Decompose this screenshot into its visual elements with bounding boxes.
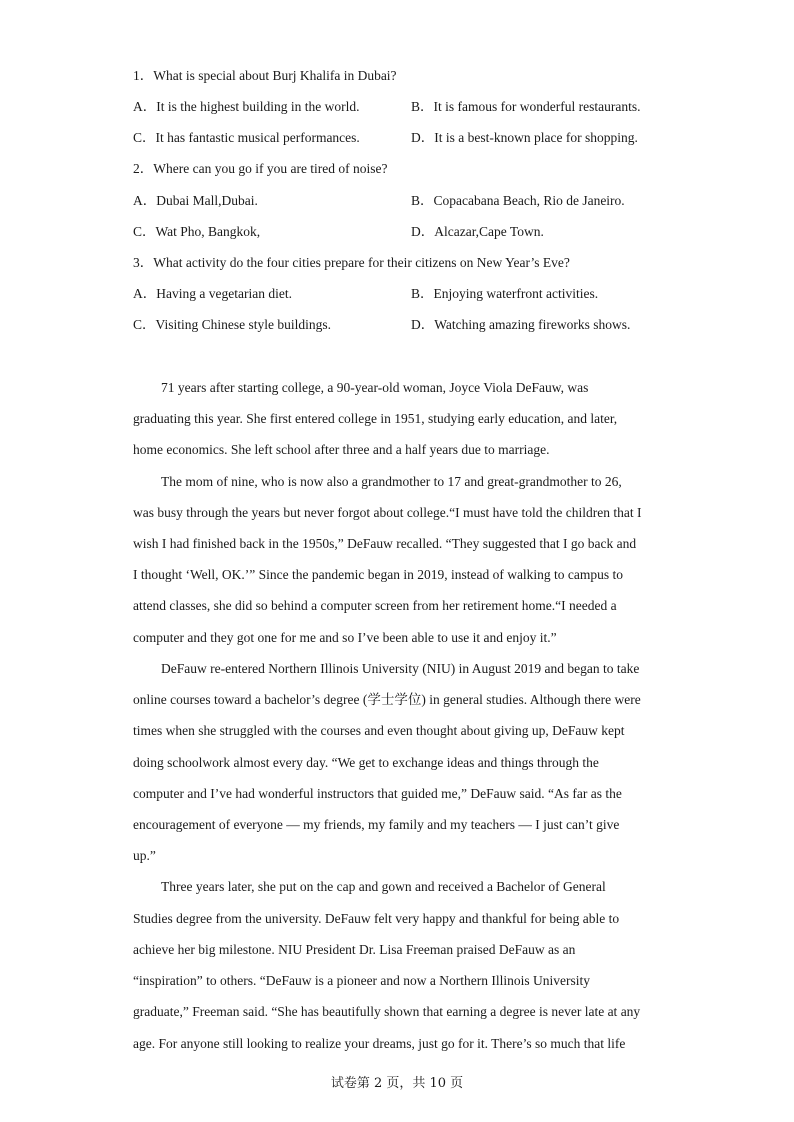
passage-line: times when she struggled with the courses and even thought about giving up, DeFauw kept (133, 723, 625, 738)
passage-line: graduating this year. She first entered college in 1951, studying early education, and later, (133, 411, 618, 426)
question-3-option-b: B．Enjoying waterfront activities. (411, 286, 599, 301)
question-1-option-d: D．It is a best-known place for shopping. (411, 130, 638, 145)
passage-line: 71 years after starting college, a 90-year-old woman, Joyce Viola DeFauw, was (161, 380, 589, 395)
question-2-option-b: B．Copacabana Beach, Rio de Janeiro. (411, 193, 625, 208)
passage-line: attend classes, she did so behind a computer screen from her retirement home.“I needed a (133, 598, 617, 613)
question-2-option-a: A．Dubai Mall,Dubai. (133, 193, 258, 208)
passage-line: doing schoolwork almost every day. “We get to exchange ideas and things through the (133, 755, 599, 770)
passage-line: home economics. She left school after three and a half years due to marriage. (133, 442, 550, 457)
passage-line: I thought ‘Well, OK.’” Since the pandemic began in 2019, instead of walking to campus to (133, 567, 624, 582)
question-1-option-b: B．It is famous for wonderful restaurants. (411, 99, 641, 114)
question-2-option-d: D．Alcazar,Cape Town. (411, 224, 544, 239)
passage-line: encouragement of everyone — my friends, my family and my teachers — I just can’t give (133, 817, 620, 832)
passage-line: Studies degree from the university. DeFauw felt very happy and thankful for being able to (133, 911, 620, 926)
passage-line: DeFauw re-entered Northern Illinois University (NIU) in August 2019 and began to take (161, 661, 640, 676)
passage-line: computer and I’ve had wonderful instructors that guided me,” DeFauw said. “As far as the (133, 786, 622, 801)
passage-line: graduate,” Freeman said. “She has beautifully shown that earning a degree is never late at any (133, 1004, 641, 1019)
passage-line: up.” (133, 848, 156, 863)
passage-line: “inspiration” to others. “DeFauw is a pioneer and now a Northern Illinois University (133, 973, 591, 988)
passage-line: achieve her big milestone. NIU President Dr. Lisa Freeman praised DeFauw as an (133, 942, 576, 957)
question-3-option-d: D．Watching amazing fireworks shows. (411, 317, 631, 332)
passage-line: online courses toward a bachelor’s degree (学士学位) in general studies. Although there were (133, 692, 641, 707)
question-2-option-c: C．Wat Pho, Bangkok, (133, 224, 261, 239)
question-1-option-c: C．It has fantastic musical performances. (133, 130, 360, 145)
question-3-option-c: C．Visiting Chinese style buildings. (133, 317, 331, 332)
passage-line: computer and they got one for me and so I’ve been able to use it and enjoy it.” (133, 630, 557, 645)
question-1-stem: 1．What is special about Burj Khalifa in Dubai? (133, 68, 397, 83)
question-2-stem: 2．Where can you go if you are tired of noise? (133, 161, 388, 176)
passage-line: was busy through the years but never forgot about college.“I must have told the children that I (133, 505, 642, 520)
page-footer: 试卷第 2 页，共 10 页 (330, 1076, 464, 1091)
passage-line: wish I had finished back in the 1950s,” DeFauw recalled. “They suggested that I go back and (133, 536, 637, 551)
question-3-option-a: A．Having a vegetarian diet. (133, 286, 292, 301)
passage-line: Three years later, she put on the cap and gown and received a Bachelor of General (161, 879, 606, 894)
question-3-stem: 3．What activity do the four cities prepare for their citizens on New Year’s Eve? (133, 255, 570, 270)
passage-line: age. For anyone still looking to realize your dreams, just go for it. There’s so much that life (133, 1036, 626, 1051)
passage-line: The mom of nine, who is now also a grandmother to 17 and great-grandmother to 26, (161, 474, 622, 489)
question-1-option-a: A．It is the highest building in the world. (133, 99, 360, 114)
